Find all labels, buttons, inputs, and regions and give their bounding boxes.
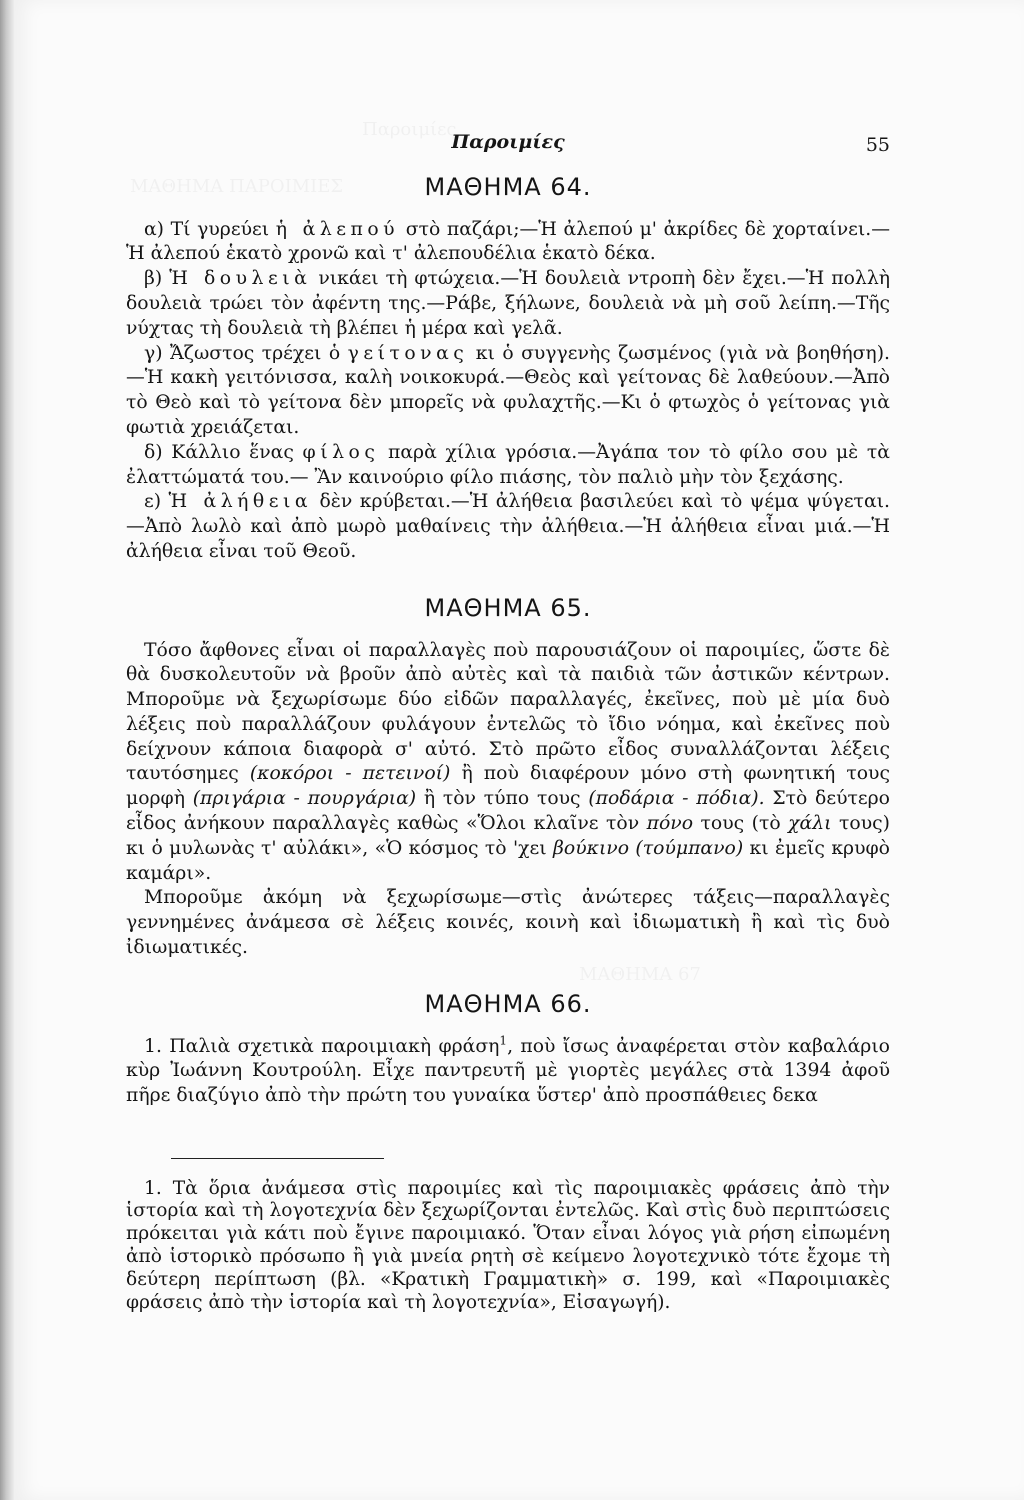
lesson-64-paragraph-d xyxy=(126,441,890,491)
lesson-65-p1-italic-2: (πριγάρια - πουργάρια) xyxy=(192,788,417,810)
running-title: Παροιμίες xyxy=(451,131,565,153)
running-header xyxy=(126,130,890,160)
lesson-64-e-text: δὲν κρύβεται.—Ἡ ἀλήθεια βασιλεύει καὶ τὸ ψέμα ψύγεται.—Ἀπὸ λωλὸ καὶ ἀπὸ μωρὸ μαθαίνεις τὴν ἀλήθεια.—Ἡ ἀλήθεια εἶναι μιά.—Ἡ ἀλήθεια εἶναι τοῦ Θεοῦ. xyxy=(126,491,890,563)
lesson-64-c-text: κι ὁ συγγενὴς ζωσμένος (γιὰ νὰ βοηθήση).—Ἡ κακὴ γειτόνισσα, καλὴ νοικοκυρά.—Θεὸς καὶ γείτονας δὲ λαθεύουν.—Ἀπὸ τὸ Θεὸ καὶ τὸ γείτονα δὲν μπορεῖς νὰ φυλαχτῆς.—Κι ὁ φτωχὸς ὁ γείτονας γιὰ φωτιὰ χρειάζεται. xyxy=(126,342,890,439)
lesson-66-p1-b: , ποὺ ἴσως ἀναφέρεται στὸν καβαλάριο κὺρ Ἰωάννη Κουτρούλη. Εἶχε παντρευτῆ μὲ γιορτὲς μεγάλες στὰ 1394 ἀφοῦ πῆρε διαζύγιο ἀπὸ τὴν πρώτη του γυναίκα ὕστερ' ἀπὸ προσπάθειες δεκα xyxy=(126,1035,890,1107)
lesson-64-d-text: παρὰ χίλια γρόσια.—Ἀγάπα τον τὸ φίλο σου μὲ τὰ ἐλαττώματά του.— Ἂν καινούριο φίλο πιάσης, τὸν παλιὸ μὴν τὸν ξεχάσης. xyxy=(126,441,890,488)
lesson-64-d-prefix: δ) Κάλλιο ἕνας xyxy=(144,441,294,463)
footnote-text: 1. Τὰ ὅρια ἀνάμεσα στὶς παροιμίες καὶ τὶς παροιμιακὲς φράσεις ἀπὸ τὴν ἱστορία καὶ τὴ λογοτεχνία δὲν ξεχωρίζονται ἐντελῶς. Καὶ στὶς δυὸ περιπτώσεις πρόκειται γιὰ κάτι ποὺ ἔγινε παροιμιακό. Ὅταν εἶναι λόγος γιὰ ρήση εἰπωμένη ἀπὸ ἱστορικὸ πρόσωπο ἢ γιὰ μνεία ρητὴ σὲ κείμενο λογοτεχνικὸ τότε ἔχομε τὴ δεύτερη περίπτωση (βλ. «Κρατικὴ Γραμματικὴ» σ. 199, καὶ «Παροιμιακὲς φράσεις ἀπὸ τὴν ἱστορία καὶ τὴ λογοτεχνία», Εἰσαγωγή). xyxy=(126,1177,890,1313)
page-text-block xyxy=(126,130,890,1333)
lesson-65-p1-italic-6: βούκινο (τούμπανο) xyxy=(553,837,744,859)
lesson-65-paragraph-1 xyxy=(126,639,890,887)
lesson-65-p1-f: τους) κι ὁ μυλωνὰς τ' αὐλάκι», «Ὁ κόσμος τὸ 'χει xyxy=(126,813,890,859)
lesson-64-paragraph-b xyxy=(126,267,890,341)
lesson-64-e-prefix: ε) xyxy=(144,491,162,513)
lesson-66-p1-a: 1. Παλιὰ σχετικὰ παροιμιακὴ φράση xyxy=(144,1035,500,1057)
lesson-65-p1-italic-4: πόνο xyxy=(646,813,694,835)
page-edge-shadow xyxy=(0,0,14,1500)
lesson-64-d-keyword: φίλος xyxy=(302,441,380,463)
lesson-66-title: ΜΑΘΗΜΑ 66. xyxy=(424,989,592,1018)
footnote-rule xyxy=(171,1158,384,1159)
lesson-64-paragraph-c xyxy=(126,342,890,441)
lesson-64-b-prefix: β) xyxy=(144,268,163,290)
lesson-64-b-keyword: Ἡ δουλειὰ xyxy=(169,268,312,290)
lesson-64-c-prefix: γ) Ἄζωστος τρέχει ὁ xyxy=(144,342,341,364)
page-number: 55 xyxy=(865,134,890,156)
lesson-64-paragraph-a xyxy=(126,218,890,268)
lesson-65-p1-d: Στὸ δεύτερο εἶδος ἀνήκουν παραλλαγὲς καθὼς «Ὅλοι κλαῖνε τὸν xyxy=(126,788,890,835)
lesson-65-p1-b: ἢ ποὺ διαφέρουν μόνο στὴ φωνητική τους μορφὴ xyxy=(126,763,890,810)
lesson-64-paragraph-e xyxy=(126,490,890,564)
lesson-64-a-text: στὸ παζάρι;—Ἡ ἀλεπού μ' ἀκρίδες δὲ χορταίνει.—Ἡ ἀλεπού ἑκατὸ χρονῶ καὶ τ' ἀλεπουδέλια ἑκατὸ δέκα. xyxy=(126,218,891,265)
lesson-64-c-keyword: γείτονας xyxy=(347,342,469,364)
lesson-64-b-text: νικάει τὴ φτώχεια.—Ἡ δουλειὰ ντροπὴ δὲν ἔχει.—Ἡ πολλὴ δουλειὰ τρώει τὸν ἀφέντη της.—Ράβε, ξήλωνε, δουλειὰ νὰ μὴ σοῦ λείπη.—Τῆς νύχτας τὴ δουλειὰ τὴ βλέπει ἡ μέρα καὶ γελᾶ. xyxy=(126,268,890,339)
lesson-65-p1-e: τους (τὸ xyxy=(700,813,781,835)
lesson-64-e-keyword: Ἡ ἀλήθεια xyxy=(168,491,313,513)
lesson-64-title: ΜΑΘΗΜΑ 64. xyxy=(424,173,592,201)
lesson-64-a-prefix: α) Τί γυρεύει xyxy=(144,218,270,240)
lesson-65-p1-italic-3: (ποδάρια - πόδια). xyxy=(588,788,765,810)
printed-page xyxy=(14,0,1024,1500)
lesson-65-p1-c: ἢ τὸν τύπο τους xyxy=(423,788,581,810)
lesson-64-a-keyword: ἡ ἀλεπού xyxy=(275,218,400,240)
lesson-65-title: ΜΑΘΗΜΑ 65. xyxy=(424,593,592,622)
lesson-65-paragraph-2: Μποροῦμε ἀκόμη νὰ ξεχωρίσωμε—στὶς ἀνώτερες τάξεις—παραλλαγὲς γεννημένες ἀνάμεσα σὲ λέξεις κοινές, κοινὴ καὶ ἰδιωματικὴ ἢ καὶ τὶς δυὸ ἰδιωματικές. xyxy=(126,887,890,959)
lesson-65-p1-g: κι ἐμεῖς κρυφὸ καμάρι». xyxy=(126,837,890,884)
lesson-66-paragraph-1 xyxy=(126,1035,890,1109)
lesson-65-p1-a: Τόσο ἄφθονες εἶναι οἱ παραλλαγὲς ποὺ παρουσιάζουν οἱ παροιμίες, ὥστε δὲ θὰ δυσκολευτοῦν νὰ βροῦν ἀπὸ αὐτὲς καὶ τὰ παιδιὰ τῶν ἀστικῶν κέντρων. Μποροῦμε νὰ ξεχωρίσωμε δύο εἰδῶν παραλλαγές, ἐκεῖνες, ποὺ μὲ μία δυὸ λέξεις ποὺ παραλλάζουν φυλάγουν ἐντελῶς τὸ ἴδιο νόημα, καὶ ἐκεῖνες ποὺ δείχνουν κάποια διαφορὰ σ' αὐτό. Στὸ πρῶτο εἶδος συναλλάζονται λέξεις ταυτόσημες xyxy=(126,639,890,785)
lesson-65-p1-italic-5: χάλι xyxy=(788,813,832,835)
lesson-65-p1-italic-1: (κοκόροι - πετεινοί) xyxy=(249,763,451,785)
footnote-marker: 1 xyxy=(499,1033,508,1048)
